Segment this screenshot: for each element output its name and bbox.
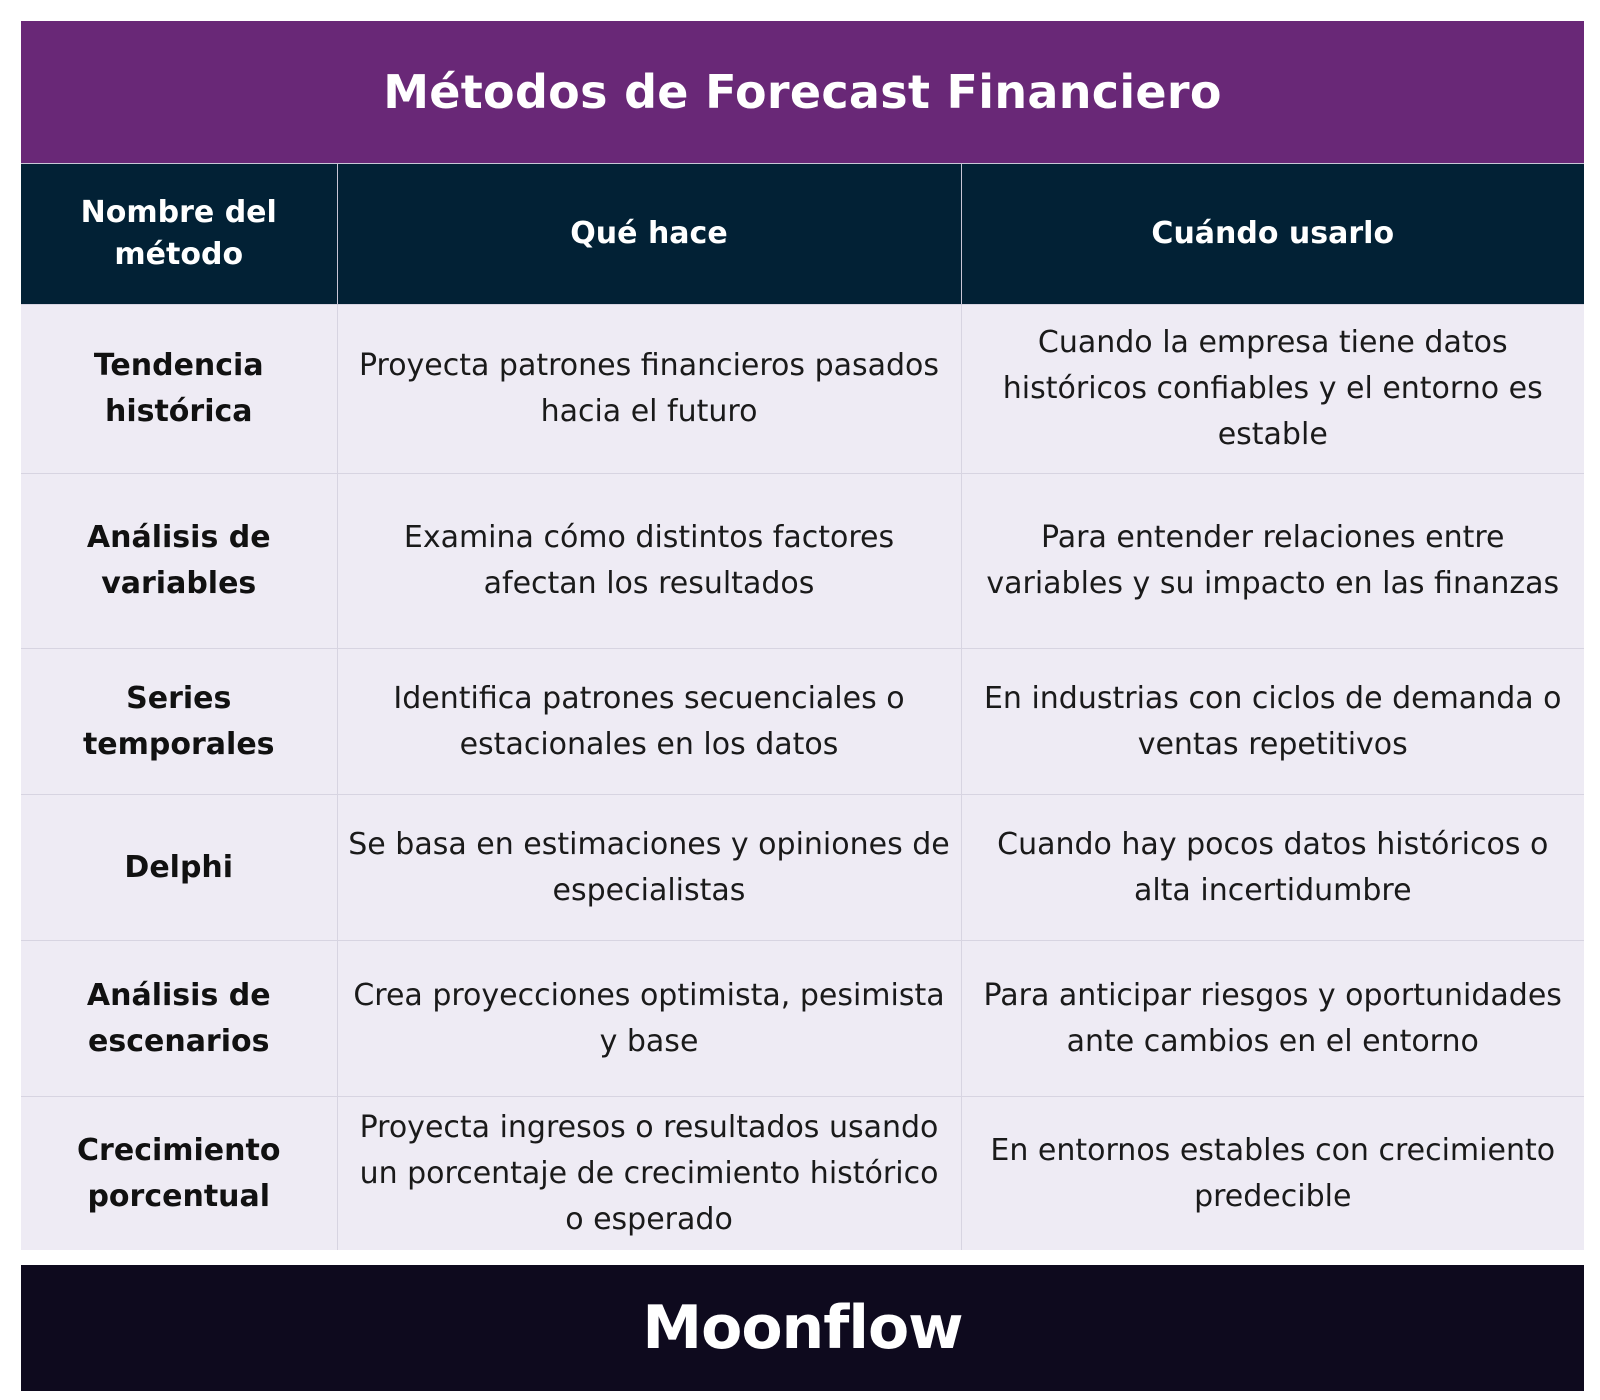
column-header-what: Qué hace [337,164,961,305]
method-when: En entornos estables con crecimiento predecible [961,1097,1584,1251]
method-when: Cuando hay pocos datos históricos o alta incertidumbre [961,795,1584,941]
method-when: Para entender relaciones entre variables y su impacto en las finanzas [961,474,1584,649]
column-header-when: Cuándo usarlo [961,164,1584,305]
footer-bar [21,1265,1584,1391]
methods-table [21,163,1584,1250]
method-name: Delphi [21,795,337,941]
method-name: Crecimiento porcentual [21,1097,337,1251]
title-bar [21,21,1584,163]
table-row [21,474,1584,649]
method-description: Identifica patrones secuenciales o estacionales en los datos [337,649,961,795]
table-row [21,305,1584,474]
method-name: Análisis de escenarios [21,941,337,1097]
table-row [21,649,1584,795]
method-when: En industrias con ciclos de demanda o ventas repetitivos [961,649,1584,795]
table-header-row [21,164,1584,305]
method-when: Cuando la empresa tiene datos históricos confiables y el entorno es estable [961,305,1584,474]
method-name: Series temporales [21,649,337,795]
table-row [21,1097,1584,1251]
page-title: Métodos de Forecast Financiero [383,65,1222,119]
method-description: Proyecta patrones financieros pasados hacia el futuro [337,305,961,474]
method-name: Análisis de variables [21,474,337,649]
method-when: Para anticipar riesgos y oportunidades ante cambios en el entorno [961,941,1584,1097]
method-description: Se basa en estimaciones y opiniones de especialistas [337,795,961,941]
method-name: Tendencia histórica [21,305,337,474]
method-description: Crea proyecciones optimista, pesimista y base [337,941,961,1097]
table-row [21,941,1584,1097]
table-row [21,795,1584,941]
method-description: Examina cómo distintos factores afectan los resultados [337,474,961,649]
column-header-name: Nombre del método [21,164,337,305]
infographic [21,21,1584,1391]
brand-logo: Moonflow [642,1293,963,1363]
method-description: Proyecta ingresos o resultados usando un porcentaje de crecimiento histórico o esperado [337,1097,961,1251]
